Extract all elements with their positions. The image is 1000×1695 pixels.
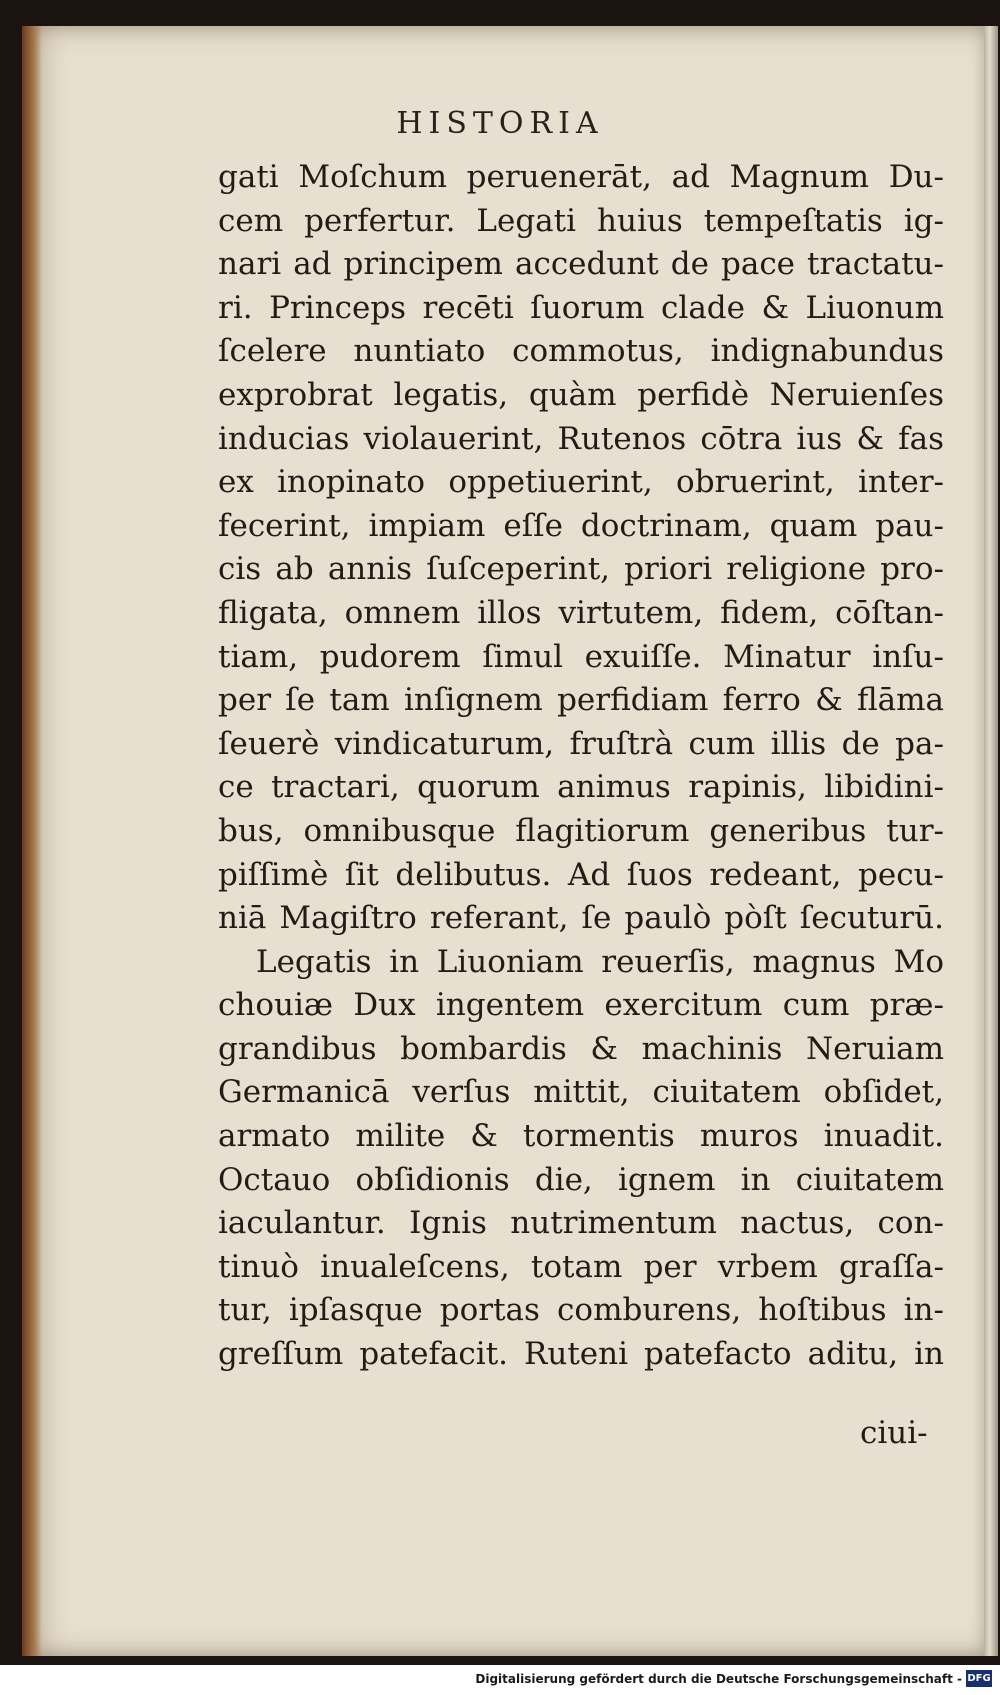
text-line: ri. Princeps recēti ſuorum clade & Liuonum: [218, 289, 944, 326]
text-line: piſſimè ſit delibutus. Ad ſuos redeant, pecu-: [218, 856, 944, 893]
text-line: ex inopinato oppetiuerint, obruerint, inter-: [218, 464, 944, 501]
text-line: nari ad principem accedunt de pace tractatu-: [218, 246, 944, 283]
text-line: fecerint, impiam eſſe doctrinam, quam pau-: [218, 507, 944, 544]
text-line: ce tractari, quorum animus rapinis, libidini-: [218, 769, 944, 806]
text-line: greſſum patefacit. Ruteni patefacto aditu, in: [218, 1336, 944, 1373]
funding-credit: Digitalisierung gefördert durch die Deutsche Forschungsgemeinschaft -: [475, 1672, 962, 1686]
text-line: tur, ipſasque portas comburens, hoſtibus in-: [218, 1292, 944, 1329]
book-edge: [984, 26, 998, 1656]
text-line: gati Moſchum peruenerāt, ad Magnum Du-: [218, 159, 944, 195]
text-line: ſcelere nuntiato commotus, indignabundus: [218, 333, 944, 370]
text-line: Germanicā verſus mittit, ciuitatem obſidet,: [218, 1074, 944, 1111]
text-line: cem perfertur. Legati huius tempeſtatis ig-: [218, 202, 944, 239]
page-spine-shadow: [22, 26, 42, 1656]
text-line: bus, omnibusque flagitiorum generibus tur-: [218, 812, 944, 849]
text-line: per ſe tam inſignem perfidiam ferro & flāma: [218, 682, 944, 719]
text-line: chouiæ Dux ingentem exercitum cum præ-: [218, 987, 944, 1024]
dfg-logo-icon: DFG: [966, 1670, 992, 1687]
text-line: cis ab annis ſuſceperint, priori religione pro-: [218, 551, 944, 588]
text-line: iaculantur. Ignis nutrimentum nactus, con-: [218, 1205, 944, 1242]
text-line: ſeuerè vindicaturum, fruſtrà cum illis de pa-: [218, 725, 944, 762]
text-line: grandibus bombardis & machinis Neruiam: [218, 1030, 944, 1067]
text-line: tinuò inualeſcens, totam per vrbem graſſa-: [218, 1248, 944, 1285]
text-line: inducias violauerint, Rutenos cōtra ius & fas: [218, 420, 944, 457]
text-line: tiam, pudorem ſimul exuiſſe. Minatur inſu-: [218, 638, 944, 675]
text-line: fligata, omnem illos virtutem, fidem, cōſtan-: [218, 594, 944, 631]
text-line: niā Magiſtro referant, ſe paulò pòſt ſecuturū.: [218, 900, 944, 937]
text-line: Octauo obſidionis die, ignem in ciuitatem: [218, 1161, 944, 1198]
catchword: ciui-: [860, 1415, 928, 1451]
text-line: exprobrat legatis, quàm perfidè Neruienſes: [218, 376, 944, 413]
text-line: armato milite & tormentis muros inuadit.: [218, 1118, 944, 1155]
text-line-paragraph-start: Legatis in Liuoniam reuerſis, magnus Mo: [256, 943, 944, 980]
running-head: HISTORIA: [396, 106, 604, 141]
body-text: [218, 156, 944, 1377]
